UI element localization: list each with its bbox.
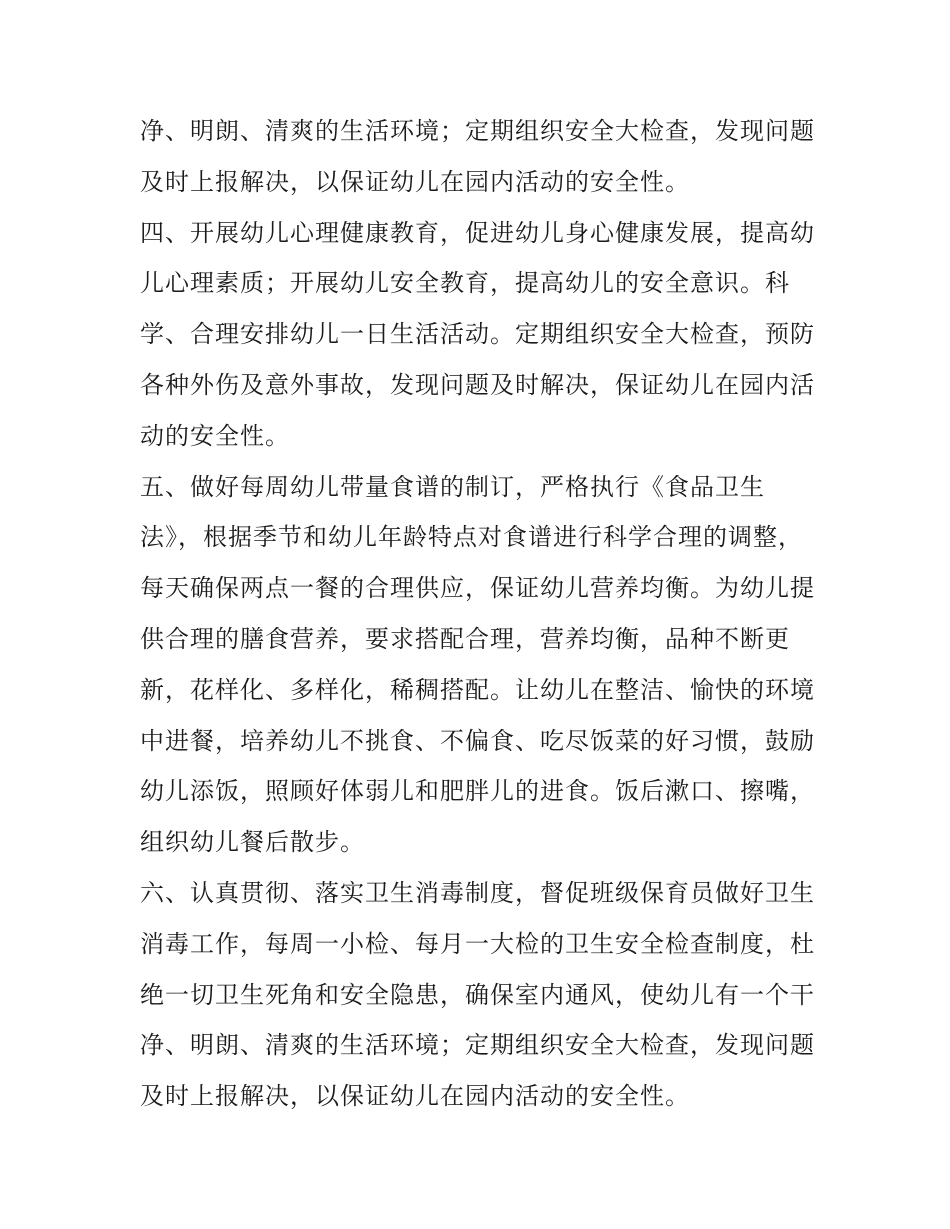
text-line: 及时上报解决，以保证幼儿在园内活动的安全性。	[140, 1082, 690, 1111]
text-line: 中进餐，培养幼儿不挑食、不偏食、吃尽饭菜的好习惯，鼓励	[140, 726, 815, 755]
text-line: 新，花样化、多样化，稀稠搭配。让幼儿在整洁、愉快的环境	[140, 675, 815, 704]
text-line: 五、做好每周幼儿带量食谱的制订，严格执行《食品卫生	[140, 472, 765, 501]
text-line: 及时上报解决，以保证幼儿在园内活动的安全性。	[140, 167, 690, 196]
document-body	[140, 106, 820, 1122]
text-line: 绝一切卫生死角和安全隐患，确保室内通风，使幼儿有一个干	[140, 980, 815, 1009]
text-line: 每天确保两点一餐的合理供应，保证幼儿营养均衡。为幼儿提	[140, 574, 815, 603]
text-line: 净、明朗、清爽的生活环境；定期组织安全大检查，发现问题	[140, 117, 815, 145]
text-line: 幼儿添饭，照顾好体弱儿和肥胖儿的进食。饭后漱口、擦嘴，	[140, 777, 815, 806]
text-line: 消毒工作，每周一小检、每月一大检的卫生安全检查制度，杜	[140, 929, 815, 958]
text-line: 六、认真贯彻、落实卫生消毒制度，督促班级保育员做好卫生	[140, 878, 815, 907]
text-line: 儿心理素质；开展幼儿安全教育，提高幼儿的安全意识。科	[140, 269, 790, 298]
text-line: 组织幼儿餐后散步。	[140, 828, 365, 857]
text-line: 各种外伤及意外事故，发现问题及时解决，保证幼儿在园内活	[140, 370, 815, 399]
text-line: 供合理的膳食营养，要求搭配合理，营养均衡，品种不断更	[140, 624, 790, 653]
text-line: 动的安全性。	[140, 421, 290, 450]
text-line: 法》，根据季节和幼儿年龄特点对食谱进行科学合理的调整，	[140, 523, 803, 552]
text-line: 净、明朗、清爽的生活环境；定期组织安全大检查，发现问题	[140, 1031, 815, 1060]
text-line: 学、合理安排幼儿一日生活活动。定期组织安全大检查，预防	[140, 320, 815, 349]
text-line: 四、开展幼儿心理健康教育，促进幼儿身心健康发展，提高幼	[140, 218, 815, 247]
